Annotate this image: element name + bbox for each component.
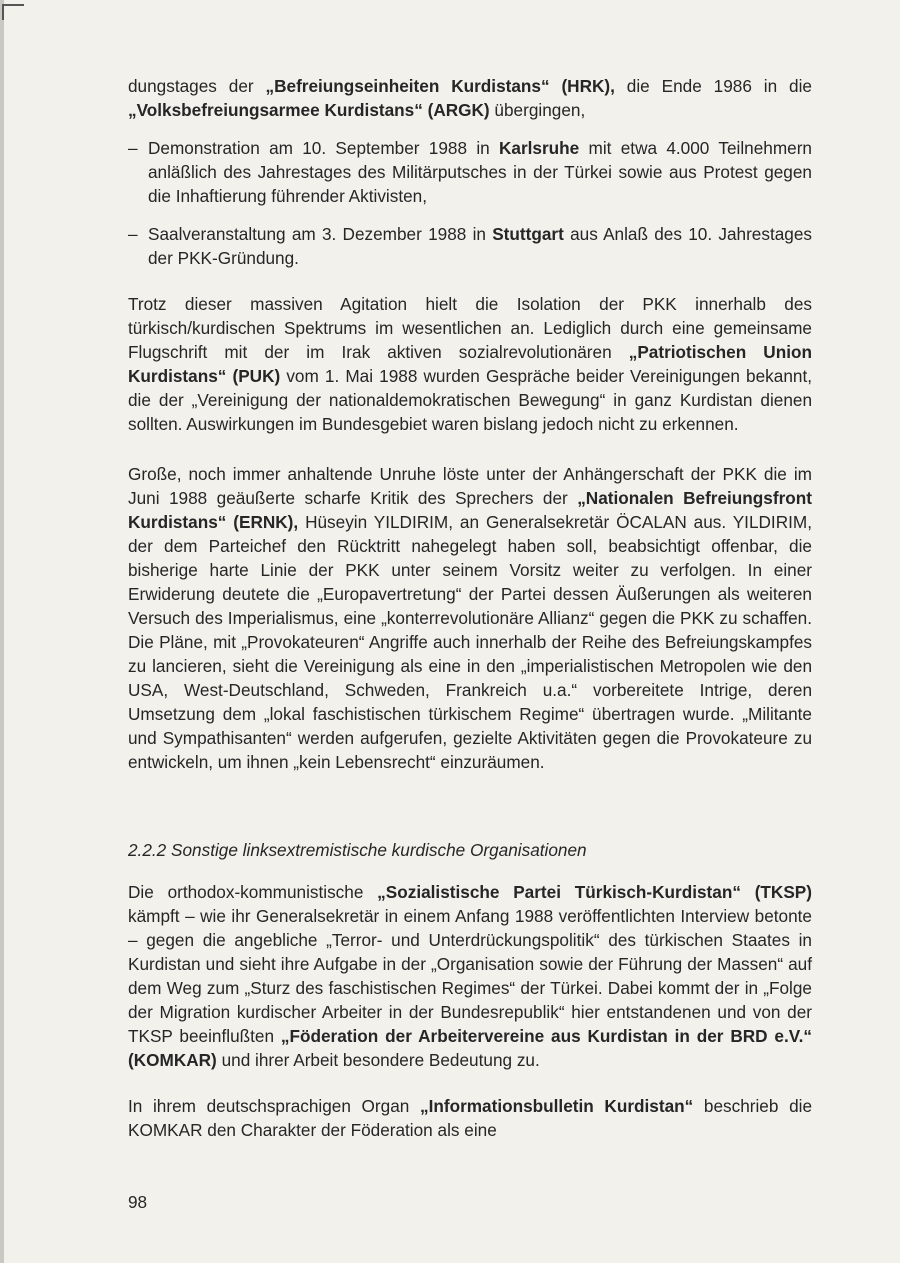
paragraph-tksp: Die orthodox-kommunistische „Sozialistische Partei Türkisch-Kurdistan“ (TKSP) kämpft – wie ihr Generalsekretär in einem Anfang 1988 veröffentlichten Interview betonte – gegen die angebliche „Terror- und Unterdrückungspolitik“ des türkischen Staates in Kurdistan und sieht ihre Aufgabe in der „Organisation sowie der Führung der Massen“ auf dem Weg zum „Sturz des faschistischen Regimes“ der Türkei. Dabei kommt der in „Folge der Migration kurdischer Arbeiter in der Bundesrepublik“ hier entstandenen und von der TKSP beeinflußten „Föderation der Arbeitervereine aus Kurdistan in der BRD e.V.“ (KOMKAR) und ihrer Arbeit besondere Bedeutung zu. — [128, 882, 812, 1070]
section-heading: 2.2.2 Sonstige linksextremistische kurdische Organisationen — [128, 840, 587, 860]
scan-edge — [0, 0, 4, 1263]
list-item: – Saalveranstaltung am 3. Dezember 1988 in Stuttgart aus Anlaß des 10. Jahrestages der PKK-Gründung. — [128, 224, 812, 268]
paragraph-unrest: Große, noch immer anhaltende Unruhe löste unter der Anhängerschaft der PKK die im Juni 1988 geäußerte scharfe Kritik des Sprechers der „Nationalen Befreiungsfront Kurdistans“ (ERNK), Hüseyin YILDIRIM, an Generalsekretär ÖCALAN aus. YILDIRIM, der dem Parteichef den Rücktritt nahegelegt haben soll, beabsichtigt offenbar, die bisherige harte Linie der PKK unter seinem Vorsitz weiter zu verfolgen. In einer Erwiderung deutete die „Europavertretung“ der Partei dessen Äußerungen als weiteren Versuch des Imperialismus, eine „konterrevolutionäre Allianz“ gegen die PKK zu schaffen. Die Pläne, mit „Provokateuren“ Angriffe auch innerhalb der Reihe des Befreiungskampfes zu lancieren, sieht die Vereinigung als eine in den „imperialistischen Metropolen wie den USA, West-Deutschland, Schweden, Frankreich u.a.“ vorbereitete Intrige, deren Umsetzung dem „lokal faschistischen türkischem Regime“ übertragen wurde. „Militante und Sympathisanten“ werden aufgerufen, gezielte Aktivitäten gegen die Provokateure zu entwickeln, um ihnen „kein Lebensrecht“ einzuräumen. — [128, 464, 812, 772]
list-dash: – — [128, 224, 138, 244]
intro-paragraph: dungstages der „Befreiungseinheiten Kurdistans“ (HRK), die Ende 1986 in die „Volksbefreiungsarmee Kurdistans“ (ARGK) übergingen, — [128, 76, 812, 120]
page-body — [128, 74, 812, 1142]
list-dash: – — [128, 138, 138, 158]
page-number: 98 — [128, 1192, 148, 1212]
crop-mark-vertical — [2, 4, 4, 20]
crop-mark — [2, 4, 24, 6]
paragraph-isolation: Trotz dieser massiven Agitation hielt die Isolation der PKK innerhalb des türkisch/kurdischen Spektrums im wesentlichen an. Lediglich durch eine gemeinsame Flugschrift mit der im Irak aktiven sozialrevolutionären „Patriotischen Union Kurdistans“ (PUK) vom 1. Mai 1988 wurden Gespräche beider Vereinigungen bekannt, die der „Vereinigung der nationaldemokratischen Bewegung“ in ganz Kurdistan dienen sollten. Auswirkungen im Bundesgebiet waren bislang jedoch nicht zu erkennen. — [128, 294, 812, 434]
list-item: – Demonstration am 10. September 1988 in Karlsruhe mit etwa 4.000 Teilnehmern anläßlich des Jahrestages des Militärputsches in der Türkei sowie aus Protest gegen die Inhaftierung führender Aktivisten, — [128, 138, 812, 206]
paragraph-komkar: In ihrem deutschsprachigen Organ „Informationsbulletin Kurdistan“ beschrieb die KOMKAR den Charakter der Föderation als eine — [128, 1096, 812, 1140]
